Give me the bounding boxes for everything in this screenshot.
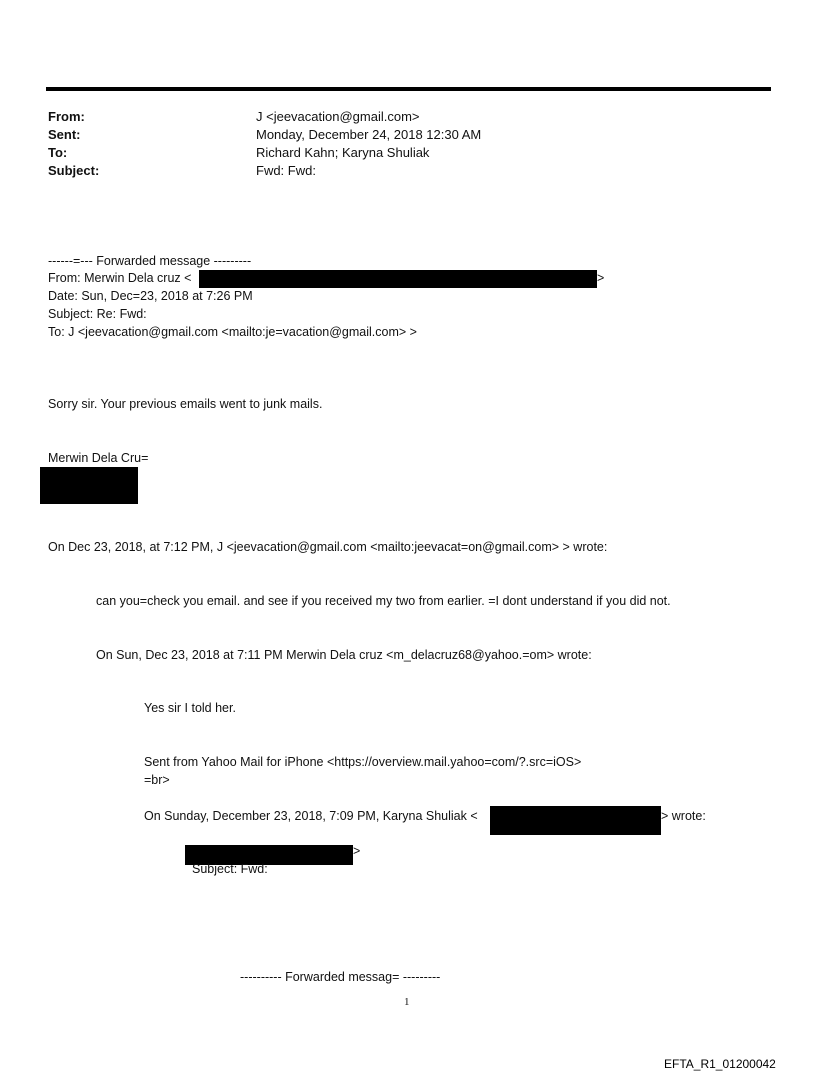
message-body: Sorry sir. Your previous emails went to junk mails.	[48, 397, 323, 411]
forwarded-separator-2: ---------- Forwarded messag= ---------	[240, 970, 441, 984]
header-rule	[46, 87, 771, 91]
quote2-body: Yes sir I told her.	[144, 701, 236, 715]
forwarded-to: To: J <jeevacation@gmail.com <mailto:je=vacation@gmail.com> >	[48, 325, 417, 339]
to-value: Richard Kahn; Karyna Shuliak	[256, 145, 430, 160]
subject-value: Fwd: Fwd:	[256, 163, 316, 178]
quote2-header: On Sun, Dec 23, 2018 at 7:11 PM Merwin Dela cruz <m_delacruz68@yahoo.=om> wrote:	[96, 648, 592, 662]
forwarded-from-prefix: From: Merwin Dela cruz <	[48, 271, 192, 285]
forwarded-date: Date: Sun, Dec=23, 2018 at 7:26 PM	[48, 289, 253, 303]
subject-label: Subject:	[48, 163, 100, 178]
quote3-header-prefix: On Sunday, December 23, 2018, 7:09 PM, Karyna Shuliak <	[144, 809, 478, 823]
quote1-header: On Dec 23, 2018, at 7:12 PM, J <jeevacation@gmail.com <mailto:jeevacat=on@gmail.com> > wrote:	[48, 540, 608, 554]
sent-from-line: Sent from Yahoo Mail for iPhone <https://overview.mail.yahoo=com/?.src=iOS>	[144, 755, 582, 769]
quote3-header-suffix: > wrote:	[661, 809, 706, 823]
signature-name: Merwin Dela Cru=	[48, 451, 149, 465]
from-value: J <jeevacation@gmail.com>	[256, 109, 420, 124]
redaction-block	[490, 806, 661, 835]
forwarded-from-suffix: >	[597, 271, 605, 285]
page-number: 1	[404, 996, 410, 1008]
forwarded-separator: ------=--- Forwarded message ---------	[48, 254, 252, 268]
br-line: =br>	[144, 773, 170, 787]
bates-number: EFTA_R1_01200042	[664, 1057, 776, 1071]
redacted-line-suffix: >	[353, 844, 361, 858]
quote1-body: can you=check you email. and see if you received my two from earlier. =I dont understand if you did not.	[96, 594, 671, 608]
forwarded-subject: Subject: Re: Fwd:	[48, 307, 147, 321]
quote3-subject: Subject: Fwd:	[192, 862, 268, 876]
redaction-block	[40, 467, 138, 504]
sent-value: Monday, December 24, 2018 12:30 AM	[256, 127, 482, 142]
sent-label: Sent:	[48, 127, 81, 142]
redaction-block	[199, 270, 597, 288]
from-label: From:	[48, 109, 85, 124]
to-label: To:	[48, 145, 68, 160]
